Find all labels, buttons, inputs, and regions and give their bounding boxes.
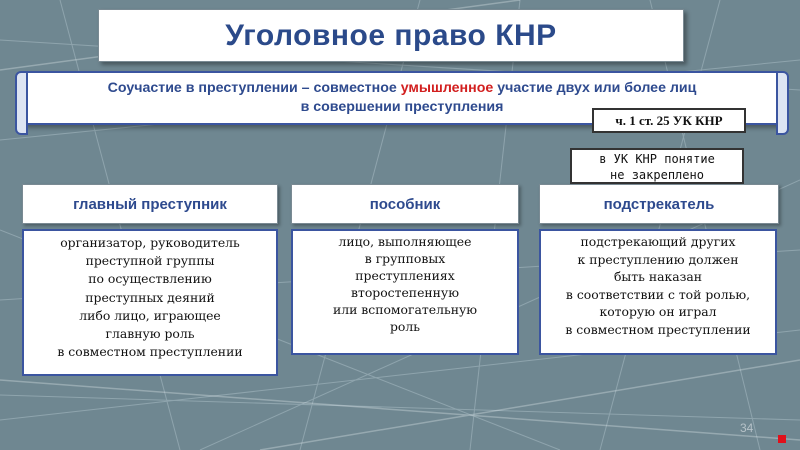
red-square-marker <box>778 435 786 443</box>
description-line: в совместном преступлении <box>57 344 243 360</box>
definition-highlight: умышленное <box>400 80 494 96</box>
description-principal-offender <box>22 229 278 376</box>
description-line: преступлениях <box>355 268 455 283</box>
description-line: главную роль <box>105 326 195 342</box>
description-line: второстепенную <box>351 285 459 300</box>
description-line: в совместном преступлении <box>565 321 751 337</box>
description-line: быть наказан <box>613 269 703 284</box>
note-box <box>570 148 744 184</box>
description-line: либо лицо, играющее <box>79 307 221 323</box>
definition-line-2: в совершении преступления <box>300 99 504 115</box>
description-line: роль <box>389 319 420 334</box>
description-line: лицо, выполняющее <box>338 234 472 249</box>
legal-reference <box>592 108 746 133</box>
category-label: подстрекатель <box>603 195 715 213</box>
scroll-left-curl <box>15 71 28 135</box>
description-line: которую он играл <box>599 304 717 319</box>
category-principal-offender <box>22 184 278 224</box>
description-instigator <box>539 229 777 355</box>
definition-part-1: Соучастие в преступлении – совместное <box>107 80 401 96</box>
description-line: по осуществлению <box>88 271 212 287</box>
description-line: организатор, руководитель <box>60 235 240 250</box>
title-box <box>98 9 684 62</box>
description-accomplice <box>291 229 519 355</box>
description-line: в соответствии с той ролью, <box>565 286 751 302</box>
description-line: в групповых <box>364 251 446 266</box>
category-accomplice <box>291 184 519 224</box>
category-label: главный преступник <box>73 195 227 213</box>
note-line-1: в УК КНР понятие <box>599 152 715 166</box>
slide-title: Уголовное право КНР <box>225 18 557 52</box>
description-line: к преступлению должен <box>577 251 739 267</box>
definition-part-2: участие двух или более лиц <box>493 80 697 96</box>
description-line: преступной группы <box>85 253 215 269</box>
legal-reference-text: ч. 1 ст. 25 УК КНР <box>615 112 723 128</box>
page-number: 34 <box>740 421 754 435</box>
note-line-2: не закреплено <box>610 168 704 182</box>
description-line: преступных деяний <box>85 289 215 305</box>
scroll-right-curl <box>776 71 789 135</box>
category-instigator <box>539 184 779 224</box>
description-line: или вспомогательную <box>332 302 478 317</box>
description-line: подстрекающий других <box>580 234 736 249</box>
category-label: пособник <box>369 195 441 213</box>
